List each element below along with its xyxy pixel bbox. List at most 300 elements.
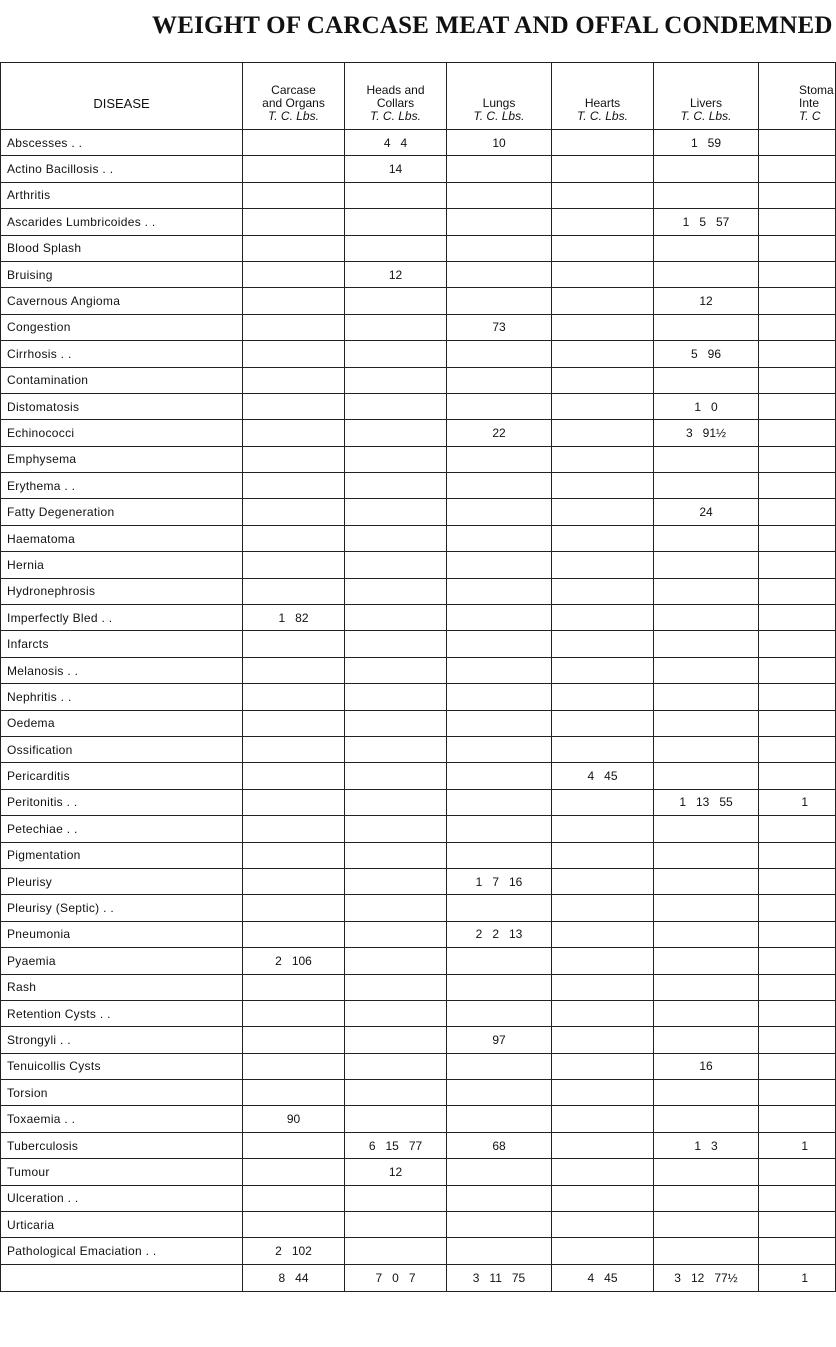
cell-carcase xyxy=(243,1053,345,1079)
cell-heads xyxy=(345,895,447,921)
cell-livers xyxy=(654,261,759,287)
cell-disease: Emphysema xyxy=(1,446,243,472)
cell-livers xyxy=(654,1106,759,1132)
cell-lungs xyxy=(447,1212,552,1238)
cell-carcase xyxy=(243,1159,345,1185)
cell-stomach xyxy=(759,684,836,710)
cell-lungs xyxy=(447,341,552,367)
cell-carcase xyxy=(243,552,345,578)
cell-carcase: 2 102 xyxy=(243,1238,345,1264)
cell-hearts xyxy=(552,578,654,604)
cell-stomach xyxy=(759,578,836,604)
cell-heads xyxy=(345,948,447,974)
cell-lungs xyxy=(447,1106,552,1132)
cell-carcase xyxy=(243,631,345,657)
cell-lungs xyxy=(447,789,552,815)
header-livers-line3: T. C. Lbs. xyxy=(680,109,732,123)
cell-hearts xyxy=(552,736,654,762)
cell-disease: Pleurisy xyxy=(1,868,243,894)
cell-hearts xyxy=(552,552,654,578)
cell-hearts xyxy=(552,1053,654,1079)
cell-heads xyxy=(345,1106,447,1132)
table-row xyxy=(1,420,836,446)
cell-disease: Actino Bacillosis . . xyxy=(1,156,243,182)
cell-stomach: 1 xyxy=(759,789,836,815)
totals-row xyxy=(1,1264,836,1291)
cell-heads xyxy=(345,578,447,604)
header-carcase-line1: Carcase xyxy=(271,83,316,97)
cell-carcase: 2 106 xyxy=(243,948,345,974)
cell-carcase xyxy=(243,393,345,419)
cell-hearts xyxy=(552,921,654,947)
cell-disease: Strongyli . . xyxy=(1,1027,243,1053)
cell-disease: Tuberculosis xyxy=(1,1132,243,1158)
cell-hearts xyxy=(552,130,654,156)
cell-stomach xyxy=(759,235,836,261)
cell-livers: 1 5 57 xyxy=(654,209,759,235)
cell-livers xyxy=(654,842,759,868)
cell-hearts xyxy=(552,261,654,287)
cell-livers xyxy=(654,314,759,340)
table-row xyxy=(1,1185,836,1211)
cell-lungs xyxy=(447,393,552,419)
cell-disease: Fatty Degeneration xyxy=(1,499,243,525)
cell-livers xyxy=(654,1000,759,1026)
table-row xyxy=(1,1000,836,1026)
cell-stomach xyxy=(759,446,836,472)
cell-heads xyxy=(345,1027,447,1053)
table-row xyxy=(1,842,836,868)
cell-heads xyxy=(345,1212,447,1238)
header-stomach-line2: Inte xyxy=(799,96,820,110)
cell-heads xyxy=(345,842,447,868)
cell-lungs xyxy=(447,525,552,551)
cell-hearts xyxy=(552,1132,654,1158)
cell-livers xyxy=(654,1027,759,1053)
header-carcase xyxy=(243,63,345,130)
table-row xyxy=(1,235,836,261)
cell-lungs xyxy=(447,816,552,842)
cell-stomach xyxy=(759,763,836,789)
cell-carcase xyxy=(243,1027,345,1053)
cell-lungs xyxy=(447,578,552,604)
cell-lungs xyxy=(447,1080,552,1106)
cell-heads xyxy=(345,1080,447,1106)
cell-livers xyxy=(654,868,759,894)
cell-heads xyxy=(345,314,447,340)
cell-heads xyxy=(345,288,447,314)
cell-heads xyxy=(345,1000,447,1026)
cell-disease: Contamination xyxy=(1,367,243,393)
cell-hearts xyxy=(552,420,654,446)
cell-hearts xyxy=(552,948,654,974)
cell-lungs: 97 xyxy=(447,1027,552,1053)
cell-lungs xyxy=(447,446,552,472)
cell-disease: Tumour xyxy=(1,1159,243,1185)
cell-livers xyxy=(654,921,759,947)
cell-heads: 6 15 77 xyxy=(345,1132,447,1158)
cell-hearts xyxy=(552,499,654,525)
header-heads-line2: Collars xyxy=(376,96,415,110)
cell-hearts xyxy=(552,182,654,208)
cell-disease: Ulceration . . xyxy=(1,1185,243,1211)
cell-stomach xyxy=(759,1185,836,1211)
cell-disease: Pneumonia xyxy=(1,921,243,947)
cell-hearts xyxy=(552,657,654,683)
cell-heads xyxy=(345,393,447,419)
table-body xyxy=(1,130,836,1292)
cell-carcase xyxy=(243,156,345,182)
header-hearts xyxy=(552,63,654,130)
header-disease-line2: DISEASE xyxy=(93,96,150,111)
cell-carcase xyxy=(243,130,345,156)
cell-carcase xyxy=(243,684,345,710)
header-carcase-line2: and Organs xyxy=(262,96,325,110)
cell-carcase xyxy=(243,182,345,208)
cell-carcase xyxy=(243,1132,345,1158)
cell-hearts xyxy=(552,525,654,551)
cell-livers xyxy=(654,525,759,551)
cell-hearts xyxy=(552,341,654,367)
cell-carcase xyxy=(243,499,345,525)
page-title-text: WEIGHT OF CARCASE MEAT AND OFFAL CONDEMNED xyxy=(152,12,833,39)
cell-disease: Imperfectly Bled . . xyxy=(1,605,243,631)
cell-hearts xyxy=(552,235,654,261)
cell-disease: Infarcts xyxy=(1,631,243,657)
cell-hearts xyxy=(552,605,654,631)
table-row xyxy=(1,1106,836,1132)
table-row xyxy=(1,156,836,182)
cell-lungs xyxy=(447,209,552,235)
cell-stomach xyxy=(759,1159,836,1185)
cell-heads xyxy=(345,605,447,631)
cell-livers: 5 96 xyxy=(654,341,759,367)
total-lungs: 3 11 75 xyxy=(447,1264,552,1291)
cell-disease: Petechiae . . xyxy=(1,816,243,842)
cell-heads xyxy=(345,1238,447,1264)
table-row xyxy=(1,473,836,499)
total-disease xyxy=(1,1264,243,1291)
total-livers: 3 12 77½ xyxy=(654,1264,759,1291)
cell-heads xyxy=(345,684,447,710)
cell-livers xyxy=(654,1212,759,1238)
cell-stomach xyxy=(759,156,836,182)
cell-heads xyxy=(345,367,447,393)
cell-heads xyxy=(345,921,447,947)
cell-stomach: 1 xyxy=(759,1132,836,1158)
cell-stomach xyxy=(759,842,836,868)
table-row xyxy=(1,578,836,604)
cell-stomach xyxy=(759,1027,836,1053)
cell-livers xyxy=(654,736,759,762)
cell-heads xyxy=(345,525,447,551)
cell-lungs: 10 xyxy=(447,130,552,156)
total-hearts: 4 45 xyxy=(552,1264,654,1291)
cell-stomach xyxy=(759,473,836,499)
header-disease-line3 xyxy=(1,110,242,123)
cell-livers xyxy=(654,605,759,631)
cell-hearts xyxy=(552,288,654,314)
cell-disease: Pyaemia xyxy=(1,948,243,974)
cell-livers xyxy=(654,1080,759,1106)
table-row xyxy=(1,1212,836,1238)
cell-carcase xyxy=(243,816,345,842)
cell-hearts xyxy=(552,895,654,921)
cell-stomach xyxy=(759,130,836,156)
cell-heads xyxy=(345,420,447,446)
cell-lungs xyxy=(447,763,552,789)
cell-stomach xyxy=(759,367,836,393)
cell-hearts xyxy=(552,816,654,842)
table-row xyxy=(1,288,836,314)
cell-disease: Peritonitis . . xyxy=(1,789,243,815)
header-carcase-line3: T. C. Lbs. xyxy=(268,109,319,123)
cell-stomach xyxy=(759,736,836,762)
cell-disease: Hernia xyxy=(1,552,243,578)
table-row xyxy=(1,895,836,921)
cell-lungs xyxy=(447,182,552,208)
cell-stomach xyxy=(759,420,836,446)
cell-livers xyxy=(654,631,759,657)
cell-livers: 12 xyxy=(654,288,759,314)
cell-lungs: 68 xyxy=(447,1132,552,1158)
cell-disease: Nephritis . . xyxy=(1,684,243,710)
cell-heads xyxy=(345,763,447,789)
cell-lungs xyxy=(447,499,552,525)
cell-livers: 1 0 xyxy=(654,393,759,419)
table-row xyxy=(1,921,836,947)
cell-hearts xyxy=(552,393,654,419)
cell-livers xyxy=(654,895,759,921)
cell-hearts xyxy=(552,1185,654,1211)
cell-lungs xyxy=(447,261,552,287)
header-lungs-line3: T. C. Lbs. xyxy=(473,109,525,123)
cell-disease: Cavernous Angioma xyxy=(1,288,243,314)
cell-livers: 1 13 55 xyxy=(654,789,759,815)
cell-disease: Abscesses . . xyxy=(1,130,243,156)
cell-disease: Melanosis . . xyxy=(1,657,243,683)
cell-lungs xyxy=(447,684,552,710)
cell-lungs xyxy=(447,473,552,499)
cell-heads xyxy=(345,710,447,736)
cell-stomach xyxy=(759,182,836,208)
cell-hearts xyxy=(552,314,654,340)
cell-stomach xyxy=(759,1238,836,1264)
cell-disease: Urticaria xyxy=(1,1212,243,1238)
header-hearts-line2: Hearts xyxy=(584,96,621,110)
cell-stomach xyxy=(759,261,836,287)
cell-disease: Hydronephrosis xyxy=(1,578,243,604)
cell-hearts xyxy=(552,1212,654,1238)
cell-disease: Ascarides Lumbricoides . . xyxy=(1,209,243,235)
cell-livers xyxy=(654,974,759,1000)
cell-livers: 16 xyxy=(654,1053,759,1079)
cell-stomach xyxy=(759,657,836,683)
cell-disease: Pericarditis xyxy=(1,763,243,789)
cell-hearts xyxy=(552,868,654,894)
cell-carcase xyxy=(243,1080,345,1106)
table-row xyxy=(1,684,836,710)
cell-livers xyxy=(654,710,759,736)
header-heads-line1: Heads and xyxy=(366,83,425,97)
cell-livers xyxy=(654,763,759,789)
cell-disease: Torsion xyxy=(1,1080,243,1106)
cell-livers: 3 91½ xyxy=(654,420,759,446)
cell-hearts xyxy=(552,156,654,182)
cell-stomach xyxy=(759,948,836,974)
cell-livers xyxy=(654,446,759,472)
cell-hearts xyxy=(552,209,654,235)
cell-stomach xyxy=(759,631,836,657)
cell-heads: 4 4 xyxy=(345,130,447,156)
cell-stomach xyxy=(759,209,836,235)
cell-disease: Ossification xyxy=(1,736,243,762)
cell-livers xyxy=(654,816,759,842)
table-row xyxy=(1,948,836,974)
cell-livers xyxy=(654,578,759,604)
cell-disease: Haematoma xyxy=(1,525,243,551)
table-row xyxy=(1,710,836,736)
header-livers-line2: Livers xyxy=(689,96,722,110)
table-row xyxy=(1,631,836,657)
table-row xyxy=(1,1159,836,1185)
cell-hearts xyxy=(552,710,654,736)
cell-carcase xyxy=(243,1185,345,1211)
total-heads: 7 0 7 xyxy=(345,1264,447,1291)
cell-livers xyxy=(654,156,759,182)
cell-disease: Echinococci xyxy=(1,420,243,446)
cell-heads xyxy=(345,816,447,842)
cell-livers xyxy=(654,1159,759,1185)
cell-heads xyxy=(345,631,447,657)
cell-carcase xyxy=(243,736,345,762)
header-stomach-line1: Stoma xyxy=(799,83,834,97)
cell-lungs xyxy=(447,288,552,314)
cell-stomach xyxy=(759,525,836,551)
cell-hearts xyxy=(552,1106,654,1132)
table-header-row xyxy=(1,63,836,130)
cell-carcase xyxy=(243,525,345,551)
cell-lungs xyxy=(447,631,552,657)
table-row xyxy=(1,525,836,551)
cell-carcase xyxy=(243,842,345,868)
cell-lungs xyxy=(447,1185,552,1211)
cell-lungs xyxy=(447,657,552,683)
table-row xyxy=(1,367,836,393)
cell-livers: 1 59 xyxy=(654,130,759,156)
cell-livers xyxy=(654,657,759,683)
cell-stomach xyxy=(759,868,836,894)
cell-hearts xyxy=(552,473,654,499)
cell-carcase xyxy=(243,367,345,393)
cell-carcase: 1 82 xyxy=(243,605,345,631)
table-row xyxy=(1,499,836,525)
condemned-weight-table xyxy=(0,62,836,1292)
header-heads-line3: T. C. Lbs. xyxy=(370,109,421,123)
table-row xyxy=(1,393,836,419)
cell-disease: Pleurisy (Septic) . . xyxy=(1,895,243,921)
cell-carcase xyxy=(243,868,345,894)
cell-heads xyxy=(345,552,447,578)
cell-stomach xyxy=(759,1000,836,1026)
cell-carcase xyxy=(243,473,345,499)
cell-lungs xyxy=(447,1159,552,1185)
cell-lungs xyxy=(447,1238,552,1264)
cell-carcase xyxy=(243,1212,345,1238)
cell-carcase xyxy=(243,789,345,815)
cell-hearts xyxy=(552,446,654,472)
condemned-weight-table-wrap xyxy=(0,62,834,1292)
table-row xyxy=(1,1080,836,1106)
cell-carcase: 90 xyxy=(243,1106,345,1132)
cell-heads xyxy=(345,657,447,683)
cell-disease: Oedema xyxy=(1,710,243,736)
table-row xyxy=(1,816,836,842)
table-row xyxy=(1,1132,836,1158)
cell-carcase xyxy=(243,710,345,736)
table-row xyxy=(1,657,836,683)
cell-lungs: 22 xyxy=(447,420,552,446)
cell-disease: Pathological Emaciation . . xyxy=(1,1238,243,1264)
cell-livers xyxy=(654,182,759,208)
cell-hearts xyxy=(552,974,654,1000)
cell-lungs xyxy=(447,156,552,182)
cell-stomach xyxy=(759,552,836,578)
table-row xyxy=(1,446,836,472)
header-livers xyxy=(654,63,759,130)
table-row xyxy=(1,209,836,235)
cell-carcase xyxy=(243,974,345,1000)
cell-carcase xyxy=(243,314,345,340)
cell-disease: Toxaemia . . xyxy=(1,1106,243,1132)
cell-stomach xyxy=(759,974,836,1000)
cell-heads xyxy=(345,789,447,815)
cell-hearts xyxy=(552,1159,654,1185)
cell-carcase xyxy=(243,1000,345,1026)
cell-carcase xyxy=(243,895,345,921)
cell-heads: 12 xyxy=(345,1159,447,1185)
cell-livers xyxy=(654,552,759,578)
header-stomach-line3: T. C xyxy=(799,109,821,123)
cell-disease: Cirrhosis . . xyxy=(1,341,243,367)
table-row xyxy=(1,341,836,367)
cell-lungs xyxy=(447,736,552,762)
cell-carcase xyxy=(243,235,345,261)
cell-stomach xyxy=(759,1212,836,1238)
table-row xyxy=(1,763,836,789)
cell-carcase xyxy=(243,657,345,683)
table-row xyxy=(1,261,836,287)
cell-lungs xyxy=(447,1000,552,1026)
table-row xyxy=(1,1053,836,1079)
cell-heads xyxy=(345,209,447,235)
cell-livers xyxy=(654,1185,759,1211)
cell-livers: 24 xyxy=(654,499,759,525)
table-row xyxy=(1,314,836,340)
cell-stomach xyxy=(759,288,836,314)
cell-carcase xyxy=(243,420,345,446)
cell-carcase xyxy=(243,578,345,604)
header-disease xyxy=(1,63,243,130)
cell-lungs xyxy=(447,895,552,921)
cell-livers xyxy=(654,367,759,393)
cell-livers xyxy=(654,473,759,499)
cell-stomach xyxy=(759,816,836,842)
table-row xyxy=(1,1027,836,1053)
header-lungs-line2: Lungs xyxy=(482,96,516,110)
cell-hearts xyxy=(552,1000,654,1026)
table-row xyxy=(1,130,836,156)
